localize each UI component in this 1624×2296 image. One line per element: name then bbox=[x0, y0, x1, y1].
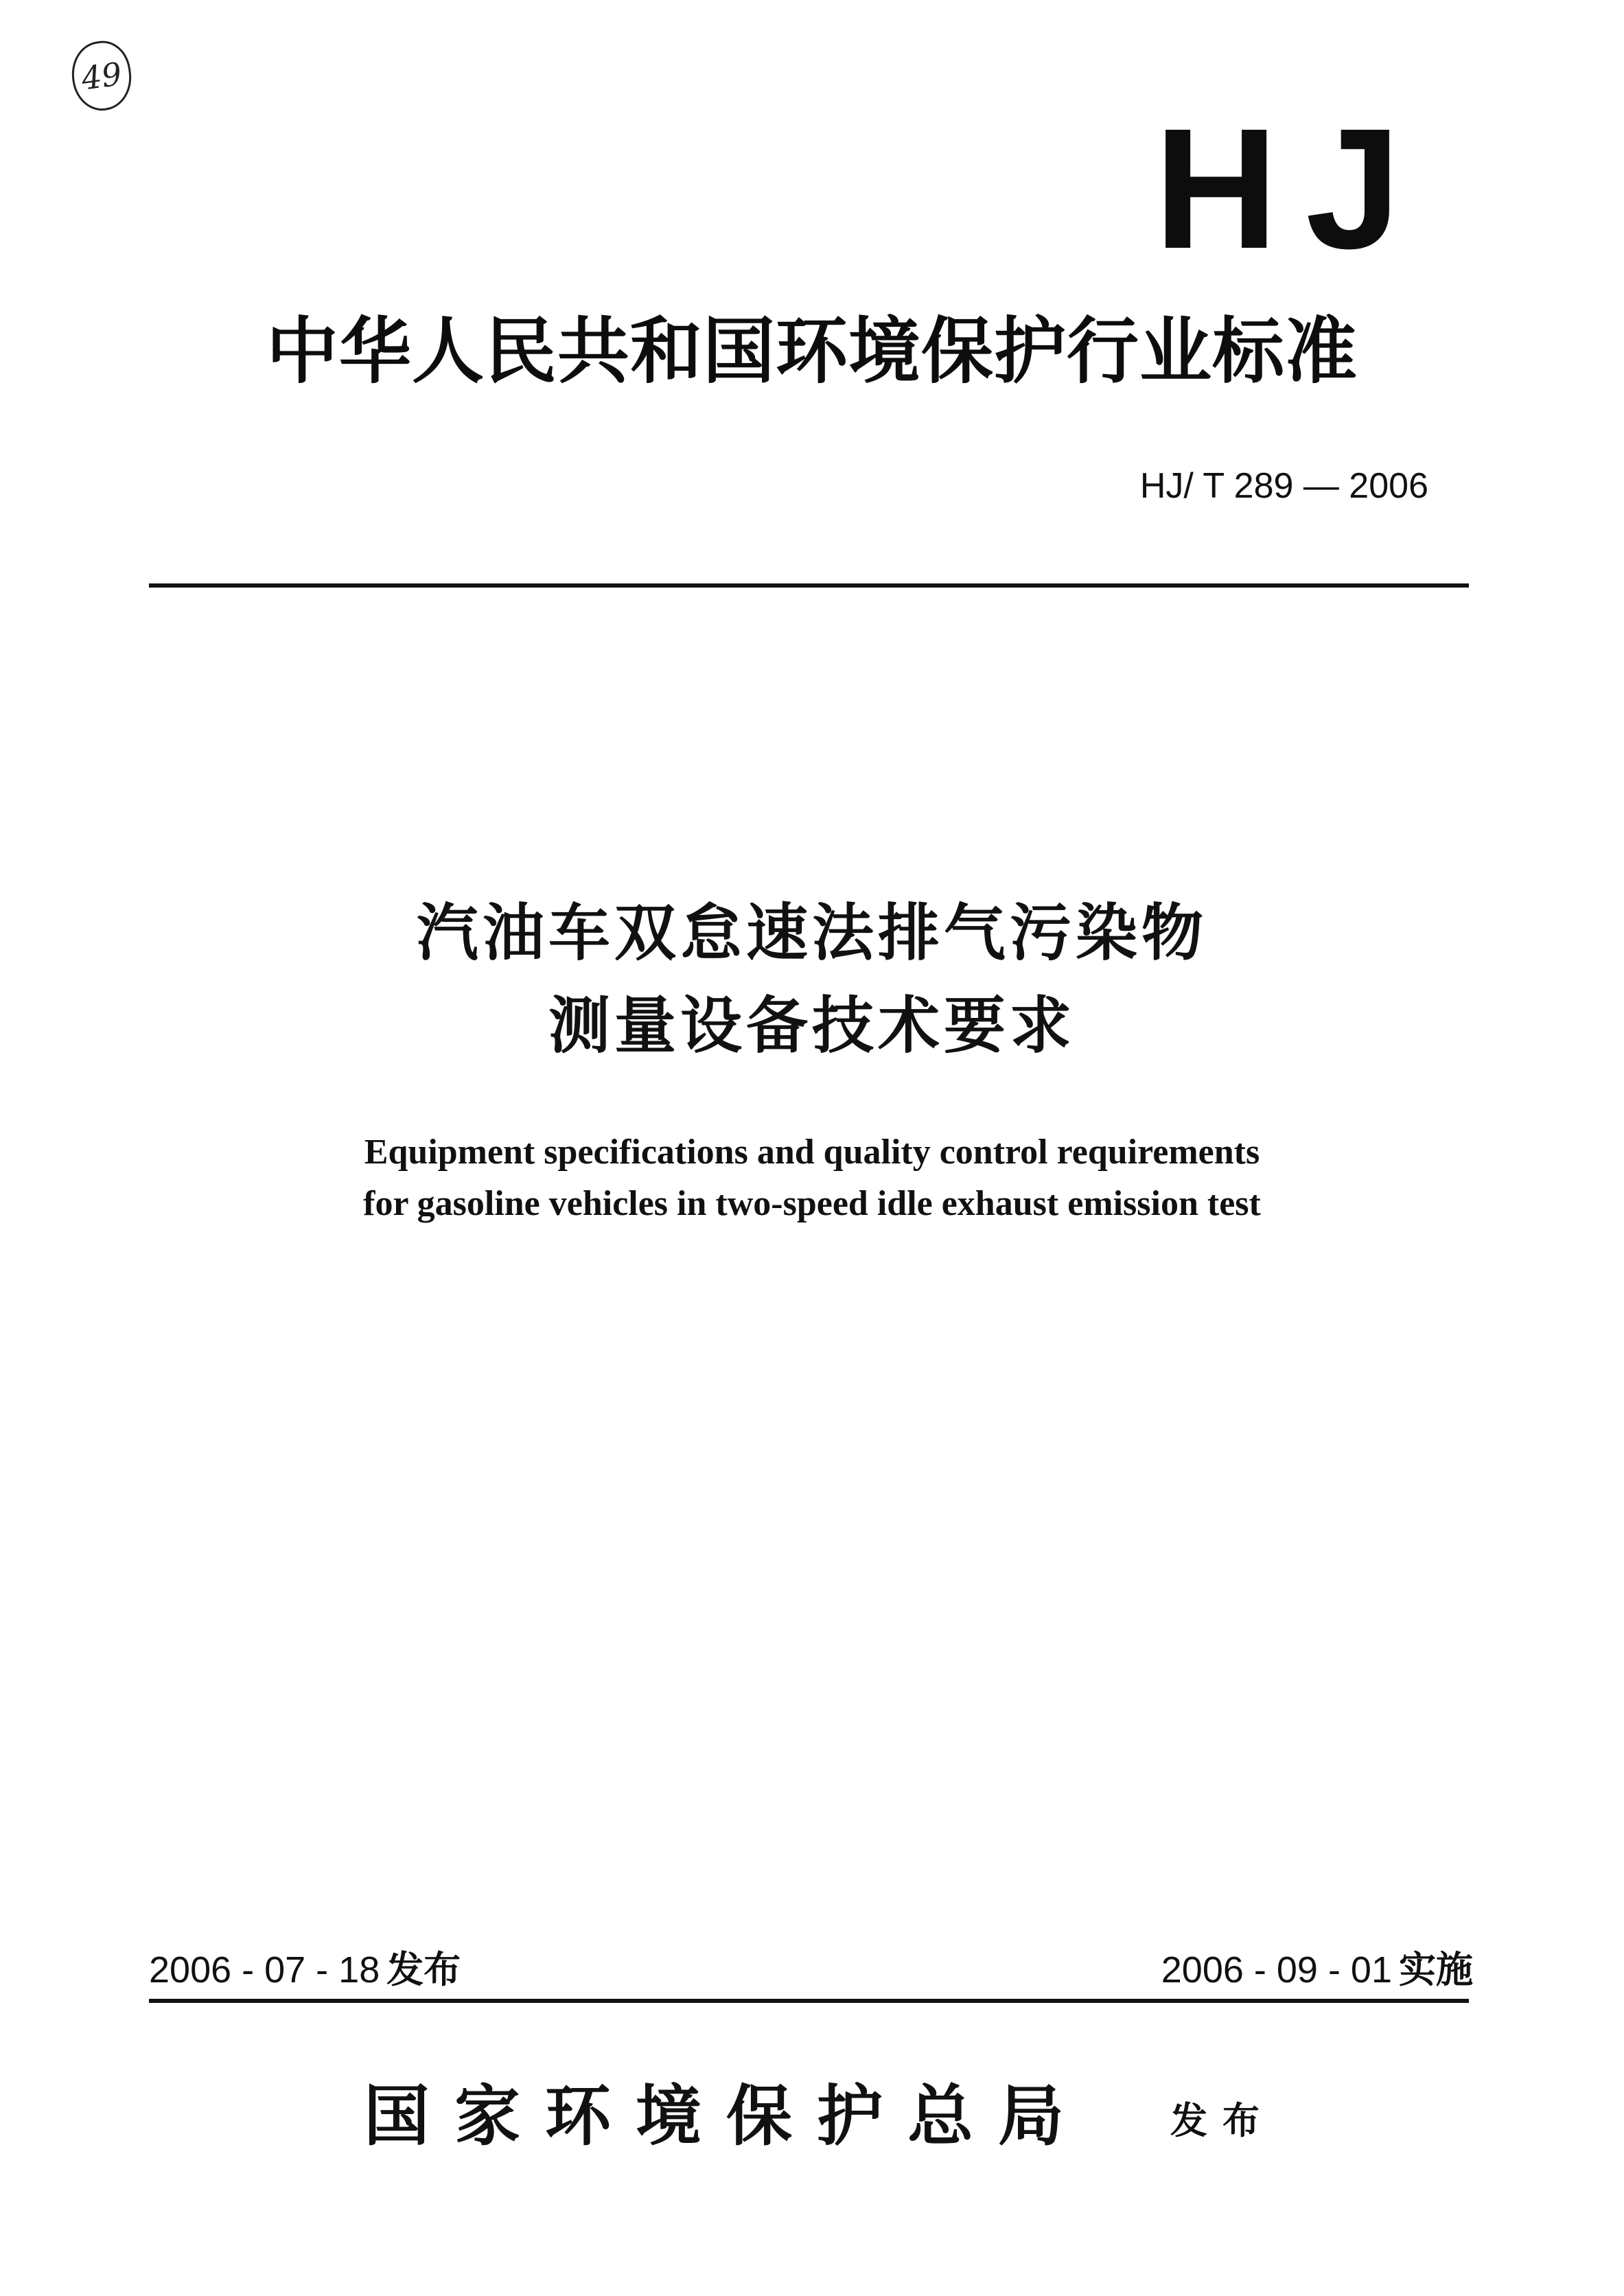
publish-label: 发布 bbox=[1170, 2098, 1275, 2142]
standard-code: HJ/ T 289 — 2006 bbox=[1139, 466, 1428, 506]
effective-date bbox=[1161, 1949, 1473, 1991]
hj-logo: HJ bbox=[1154, 93, 1428, 284]
publisher-name: 国家环境保护总局 bbox=[364, 2077, 1089, 2155]
handwritten-page-mark: 49 bbox=[67, 38, 135, 115]
english-title-line-1: Equipment specifications and quality control requirements bbox=[364, 1133, 1260, 1172]
effective-date-value: 2006 - 09 - 01 bbox=[1161, 1949, 1392, 1991]
standard-classification-heading: 中华人民共和国环境保护行业标准 bbox=[266, 310, 1358, 393]
effective-date-label: 实施 bbox=[1399, 1948, 1473, 1991]
issue-date bbox=[149, 1949, 461, 1991]
chinese-title-line-1: 汽油车双怠速法排气污染物 bbox=[417, 897, 1207, 969]
issue-date-value: 2006 - 07 - 18 bbox=[149, 1949, 380, 1991]
chinese-title-line-2: 测量设备技术要求 bbox=[548, 990, 1076, 1062]
issue-date-label: 发布 bbox=[386, 1948, 461, 1991]
top-divider-rule bbox=[149, 583, 1469, 588]
bottom-divider-rule bbox=[149, 1999, 1469, 2003]
english-title-line-2: for gasoline vehicles in two-speed idle exhaust emission test bbox=[363, 1184, 1261, 1223]
